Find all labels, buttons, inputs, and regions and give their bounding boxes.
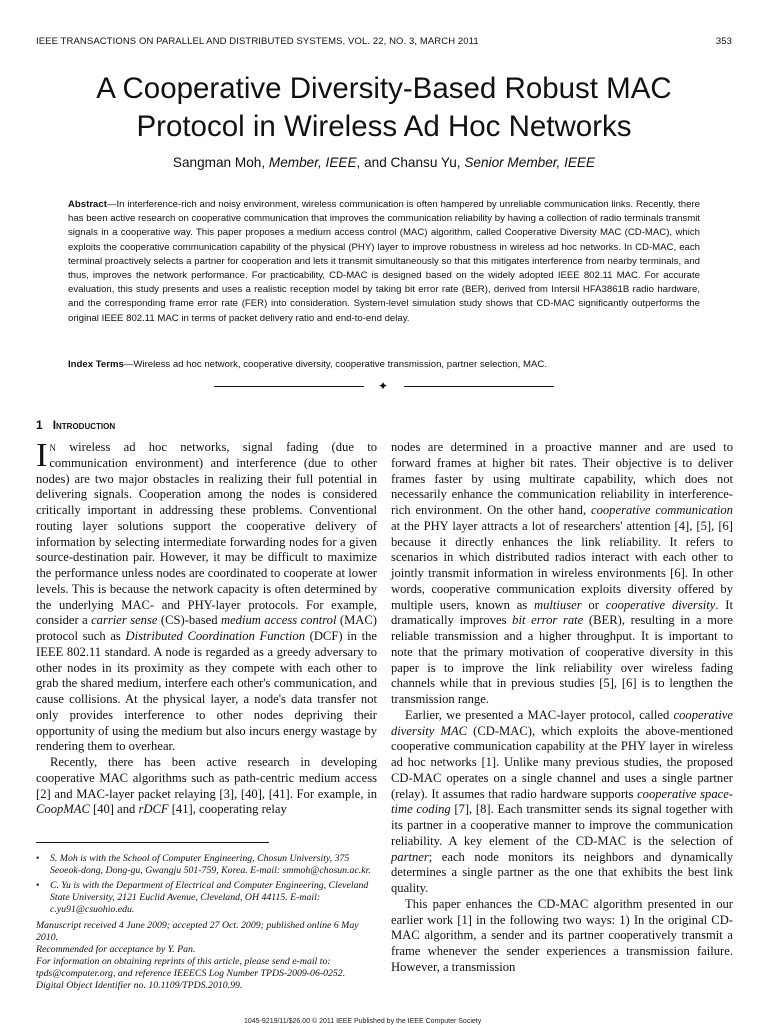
emphasis: cooperative diversity MAC — [391, 707, 733, 738]
emphasis: cooperative diversity — [605, 597, 716, 612]
running-header — [36, 36, 732, 50]
footnotes — [36, 853, 377, 992]
divider-line-left — [214, 386, 364, 387]
text-run: (CS)-based — [157, 613, 221, 628]
paragraph — [36, 437, 377, 755]
emphasis: cooperative space-time coding — [391, 786, 734, 817]
journal-citation: IEEE TRANSACTIONS ON PARALLEL AND DISTRIBUTED SYSTEMS, VOL. 22, NO. 3, MARCH 2011 — [36, 36, 479, 47]
footnote — [36, 880, 377, 916]
section-title: Introduction — [52, 418, 116, 432]
index-terms-label: Index Terms — [68, 359, 124, 370]
paragraph — [36, 755, 377, 818]
title-line-1: A Cooperative Diversity-Based Robust MAC — [96, 72, 672, 105]
footnote — [36, 853, 377, 877]
footnote-separator — [36, 842, 269, 843]
manuscript-info — [36, 920, 377, 992]
text-run: This paper enhances the CD-MAC algorithm presented in our earlier work [1] in the following two ways: 1) In the original CD-MAC algorithm, a sender and its partner cooperatively transmit a frame whenever the sender experiences a transmission failure. However, a transmission — [391, 896, 733, 974]
text-run: (CD-MAC), which exploits the above-mentioned cooperative communication capability at the PHY layer in wireless ad hoc networks [1]. Unlike many previous studies, the proposed CD-MAC operates on a single channel and uses a single partner (relay). It assumes that radio hardware supports — [391, 723, 733, 801]
manuscript-dates: Manuscript received 4 June 2009; accepted 27 Oct. 2009; published online 6 May 2010. — [36, 920, 359, 943]
text-run: Recently, there has been active research in developing cooperative MAC algorithms such as path-centric medium access [2] and MAC-layer packet relaying [3], [40], [41]. For example, in — [36, 755, 377, 801]
text-run: . It dramatically improves — [391, 597, 733, 628]
paragraph — [391, 440, 733, 708]
page-footer: 1045-9219/11/$26.00 © 2011 IEEE Published by the IEEE Computer Society — [244, 1018, 482, 1025]
right-column — [391, 440, 733, 976]
index-terms-text: —Wireless ad hoc network, cooperative diversity, cooperative transmission, partner selection, MAC. — [123, 359, 547, 370]
author-line — [36, 155, 732, 170]
section-divider — [214, 380, 554, 392]
recommendation: Recommended for acceptance by Y. Pan. — [36, 944, 196, 955]
text-run: or — [581, 597, 606, 612]
author-1-role: Member, IEEE — [268, 155, 357, 170]
abstract-label: Abstract — [68, 199, 107, 210]
emphasis: rDCF — [138, 802, 169, 817]
text-run: wireless ad hoc networks, signal fading (due to communication environment) and interference (due to other nodes) are two major obstacles in realizing their full potential in delivering signals. Cooperation among the nodes is considered critically important in addressing these problems. Conventional routing layer solutions support the cooperative delivery of information by selecting intermediate forwarding nodes for a given source-destination pair. However, it may be difficult to maximize the performance unless nodes are coordinated to cooperate at lower levels. This is because the network capacity is often determined by the underlying MAC- and PHY-layer protocols. For example, consider a — [36, 440, 377, 628]
text-run: [7], [8]. Each transmitter sends its signal together with its partner in a cooperative manner to improve the communication reliability. A key element of the CD-MAC is the selection of — [391, 802, 733, 848]
small-caps-start: n — [49, 440, 56, 454]
divider-diamond-icon: ✦ — [378, 379, 389, 393]
emphasis: carrier sense — [91, 613, 158, 628]
emphasis: CoopMAC — [36, 802, 90, 817]
text-run: (DCF) in the IEEE 802.11 standard. A node is regarded as a greedy adversary to other nodes in its proximity as they compete with each other to grab the shared medium, interfere each other's communication, and cause collisions. At the physical layer, a node's data transfer not only provides interference to other nodes depriving their opportunity of using the medium but also incurs energy wastage by rendering them to overhear. — [36, 629, 377, 754]
abstract — [68, 198, 700, 326]
emphasis: multiuser — [534, 597, 582, 612]
author-separator: , and Chansu Yu, — [356, 155, 465, 170]
reprint-info: For information on obtaining reprints of this article, please send e-mail to: tpds@computer.org, and reference IEEECS Log Number TPDS-2009-06-0252. — [36, 956, 346, 979]
doi: Digital Object Identifier no. 10.1109/TPDS.2010.99. — [36, 980, 243, 991]
paper-title — [36, 70, 732, 146]
paragraph — [391, 897, 733, 976]
footnote-text: S. Moh is with the School of Computer Engineering, Chosun University, 375 Seoeok-dong, Dong-gu, Gwangju 501-759, Korea. E-mail: smmoh@chosun.ac.kr. — [50, 853, 371, 876]
author-2-role: Senior Member, IEEE — [464, 155, 596, 170]
title-line-2: Protocol in Wireless Ad Hoc Networks — [136, 110, 632, 143]
divider-line-right — [404, 386, 554, 387]
emphasis: Distributed Coordination Function — [125, 629, 305, 643]
left-column — [36, 437, 377, 818]
bullet-icon: • — [36, 853, 40, 864]
index-terms — [68, 358, 700, 372]
abstract-text: —In interference-rich and noisy environment, wireless communication is often hampered by unreliable communication links. Recently, there has been active research on cooperative communication that improves the communication reliability by having a collection of radio terminals transmit signals in a cooperative way. This paper proposes a medium access control (MAC) algorithm, called Cooperative Diversity MAC (CD-MAC), which exploits the cooperative communication capability of the physical (PHY) layer to improve robustness in wireless ad hoc networks. In CD-MAC, each terminal proactively selects a partner for cooperation and lets it transmit simultaneously so that this mitigates interference from nearby terminals, and thus, improves the network performance. For practicability, CD-MAC is designed based on the widely adopted IEEE 802.11 MAC. For accurate evaluation, this study presents and uses a realistic reception model by taking bit error rate (BER), derived from Intersil HFA3861B radio hardware, and the corresponding frame error rate (FER) into consideration. System-level simulation study shows that CD-MAC significantly outperforms the original IEEE 802.11 MAC in terms of packet delivery ratio and end-to-end delay. — [68, 199, 700, 324]
text-run: Earlier, we presented a MAC-layer protocol, called — [405, 707, 674, 722]
text-run: ; each node monitors its neighbors and dynamically determines a single partner as the one that exhibits the best link quality. — [391, 849, 733, 895]
emphasis: partner — [391, 849, 429, 864]
text-run: [40] and — [89, 802, 139, 817]
text-run: (BER), resulting in a more reliable transmission and a higher throughput. It is important to note that the primary motivation of cooperative diversity in this paper is to improve the link reliability over wireless fading channels while that in previous studies [5], [6] is to lengthen the transmission range. — [391, 613, 733, 706]
drop-cap: I — [36, 437, 48, 474]
page-number: 353 — [715, 36, 732, 47]
text-run: (MAC) protocol such as — [36, 613, 377, 643]
author-1: Sangman Moh, — [172, 155, 269, 170]
text-run: at the PHY layer attracts a lot of researchers' attention [4], [5], [6] because it directly enhances the link reliability. It refers to scenarios in which distributed radios interact with each other to jointly transmit information in wireless environments [6]. In other words, cooperative communication exploits diversity offered by multiple users, known as — [391, 518, 733, 612]
emphasis: medium access control — [220, 613, 337, 628]
emphasis: bit error rate — [512, 613, 584, 628]
emphasis: cooperative communication — [591, 503, 733, 517]
section-heading — [36, 418, 115, 432]
paragraph — [391, 708, 733, 897]
text-run: nodes are determined in a proactive manner and are used to forward frames at higher bit rates. Their objective is to deliver frames faster by using multirate capability, which does not necessarily enhance the communication reliability in interference-rich environment. On the other hand, — [391, 440, 733, 517]
bullet-icon: • — [36, 880, 40, 891]
section-number: 1 — [36, 418, 43, 432]
text-run: [41], cooperating relay — [168, 802, 287, 817]
footnote-text: C. Yu is with the Department of Electrical and Computer Engineering, Cleveland State University, 2121 Euclid Avenue, Cleveland, OH 44115. E-mail: c.yu91@csuohio.edu. — [50, 880, 369, 915]
